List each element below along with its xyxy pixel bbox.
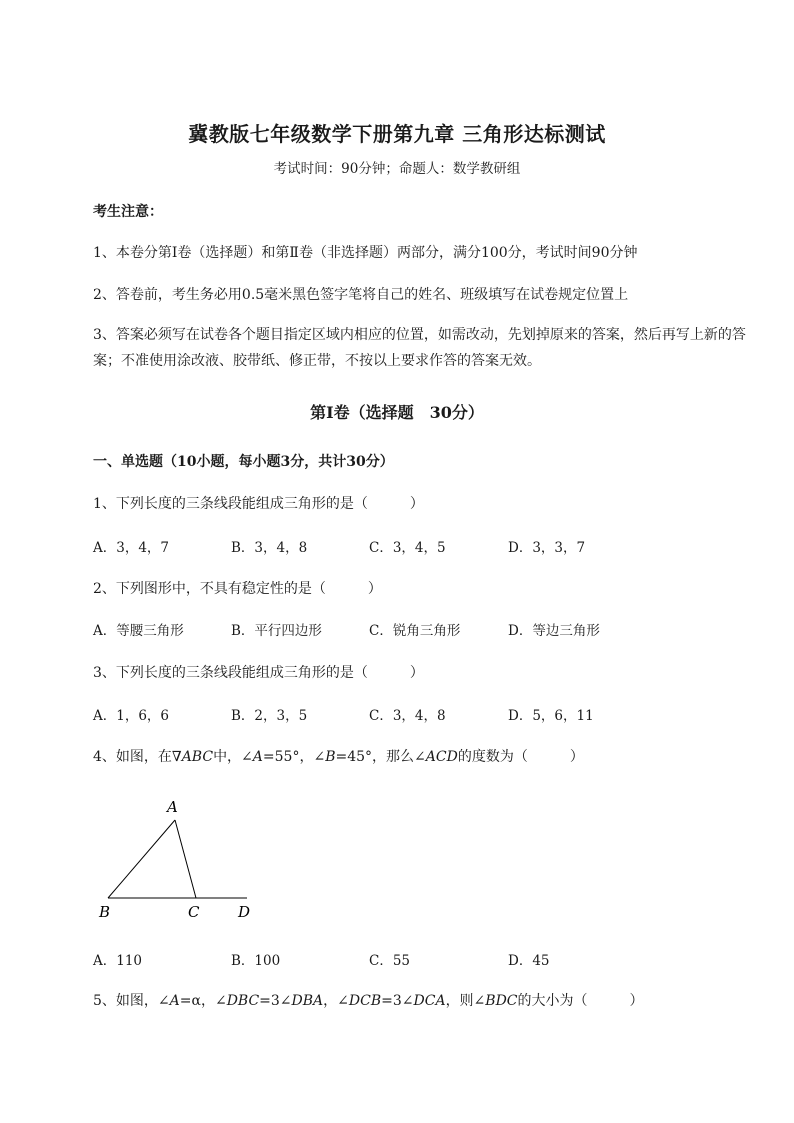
question-3-stem: 3、下列长度的三条线段能组成三角形的是（ ） bbox=[93, 665, 424, 681]
q4-text: 中，∠ bbox=[213, 749, 253, 765]
q4-option-b[interactable]: B．100 bbox=[231, 953, 281, 969]
q5-text: =3∠ bbox=[259, 993, 292, 1009]
q4-text: =45°，那么∠ bbox=[335, 749, 426, 765]
q5-angle-var: DCB bbox=[348, 993, 382, 1009]
q4-angle-var: B bbox=[325, 749, 336, 765]
segment-ab bbox=[108, 820, 175, 898]
question-4-stem bbox=[93, 746, 584, 766]
q3-option-c[interactable]: C．3，4，8 bbox=[369, 708, 446, 724]
label-b: B bbox=[99, 903, 111, 921]
q5-angle-var: DBC bbox=[226, 993, 260, 1009]
q5-angle-var: BDC bbox=[485, 993, 518, 1009]
q5-text: ，∠ bbox=[323, 993, 349, 1009]
q4-text: 4、如图，在∇ bbox=[93, 749, 182, 765]
q4-angle-var: A bbox=[252, 749, 263, 765]
segment-ac bbox=[175, 820, 196, 898]
q2-option-b[interactable]: B．平行四边形 bbox=[231, 623, 322, 639]
q5-text: =3∠ bbox=[381, 993, 414, 1009]
q3-option-d[interactable]: D．5，6，11 bbox=[508, 708, 594, 724]
exam-info: 考试时间：90分钟；命题人：数学教研组 bbox=[273, 161, 521, 177]
label-d: D bbox=[238, 903, 251, 921]
q5-text: 5、如图，∠ bbox=[93, 993, 170, 1009]
q1-option-b[interactable]: B．3，4，8 bbox=[231, 540, 308, 556]
q4-text: =55°，∠ bbox=[262, 749, 326, 765]
notice-item-1: 1、本卷分第Ⅰ卷（选择题）和第Ⅱ卷（非选择题）两部分，满分100分，考试时间90分钟 bbox=[93, 245, 638, 261]
q4-angle-var: ACD bbox=[425, 749, 458, 765]
section-title: 第Ⅰ卷（选择题 30分） bbox=[310, 403, 484, 422]
q5-angle-var: DBA bbox=[291, 993, 324, 1009]
triangle-figure bbox=[95, 790, 265, 925]
notice-heading: 考生注意： bbox=[93, 204, 163, 220]
q5-angle-var: A bbox=[169, 993, 180, 1009]
q4-text: 的度数为（ ） bbox=[457, 749, 584, 765]
part-heading: 一、单选题（10小题，每小题3分，共计30分） bbox=[93, 454, 394, 470]
question-5-stem bbox=[93, 990, 644, 1010]
q4-triangle-var: ABC bbox=[181, 749, 214, 765]
q4-option-c[interactable]: C．55 bbox=[369, 953, 411, 969]
label-a: A bbox=[167, 798, 178, 816]
q5-angle-var: DCA bbox=[413, 993, 446, 1009]
q2-option-d[interactable]: D．等边三角形 bbox=[508, 623, 600, 639]
page-title: 冀教版七年级数学下册第九章 三角形达标测试 bbox=[188, 122, 606, 146]
q3-option-b[interactable]: B．2，3，5 bbox=[231, 708, 308, 724]
q5-text: 的大小为（ ） bbox=[517, 993, 644, 1009]
q4-option-a[interactable]: A．110 bbox=[93, 953, 143, 969]
q5-text: ，则∠ bbox=[445, 993, 486, 1009]
q4-option-d[interactable]: D．45 bbox=[508, 953, 550, 969]
q1-option-d[interactable]: D．3，3，7 bbox=[508, 540, 586, 556]
q1-option-a[interactable]: A．3，4，7 bbox=[93, 540, 170, 556]
q3-option-a[interactable]: A．1，6，6 bbox=[93, 708, 170, 724]
label-c: C bbox=[188, 903, 200, 921]
question-2-stem: 2、下列图形中，不具有稳定性的是（ ） bbox=[93, 581, 382, 597]
q2-option-a[interactable]: A．等腰三角形 bbox=[93, 623, 184, 639]
q5-text: =α，∠ bbox=[179, 993, 227, 1009]
q2-option-c[interactable]: C．锐角三角形 bbox=[369, 623, 461, 639]
notice-item-3: 3、答案必须写在试卷各个题目指定区域内相应的位置，如需改动，先划掉原来的答案，然后再写上新的答案；不准使用涂改液、胶带纸、修正带，不按以上要求作答的答案无效。 bbox=[93, 327, 746, 369]
notice-item-2: 2、答卷前，考生务必用0.5毫米黑色签字笔将自己的姓名、班级填写在试卷规定位置上 bbox=[93, 287, 629, 303]
question-1-stem: 1、下列长度的三条线段能组成三角形的是（ ） bbox=[93, 496, 424, 512]
q1-option-c[interactable]: C．3，4，5 bbox=[369, 540, 446, 556]
